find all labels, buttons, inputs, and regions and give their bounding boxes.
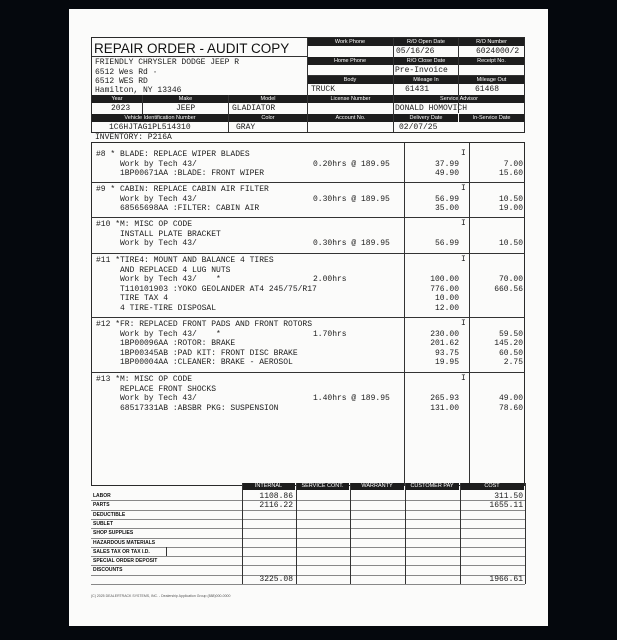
line-hours: 1.40hrs @ 189.95 — [313, 394, 390, 404]
line-detail: T110101903 :YOKO GEOLANDER AT4 245/75/R17 — [96, 284, 317, 294]
totals-row-label: SUBLET — [93, 520, 113, 527]
advisor-label: Service Advisor — [394, 95, 524, 103]
color-label: Color — [229, 114, 307, 122]
line-detail: Work by Tech 43/ * — [96, 329, 221, 339]
line-title: #13 *M: MISC OP CODE — [96, 375, 193, 384]
line-detail: Work by Tech 43/ — [96, 394, 197, 404]
line-flag: I — [461, 149, 466, 158]
line-flag: I — [461, 319, 466, 328]
totals-internal: 3225.08 — [259, 575, 293, 585]
mileage-in: 61431 — [405, 85, 430, 94]
line-detail: 68517331AB :ABSBR PKG: SUSPENSION — [96, 403, 279, 413]
line-title: #12 *FR: REPLACED FRONT PADS AND FRONT ROTORS — [96, 320, 313, 329]
line-cost: 37.99 — [434, 159, 459, 169]
line-price: 19.00 — [498, 204, 523, 214]
line-cost: 93.75 — [434, 348, 459, 358]
line-price: 2.75 — [503, 358, 523, 368]
totals-row-label: PARTS — [93, 502, 110, 509]
inventory-line: INVENTORY: P216A — [95, 133, 172, 142]
line-cost: 100.00 — [430, 275, 459, 285]
totals-header: CUSTOMER PAY — [405, 483, 459, 490]
line-detail: 1BP00345AB :PAD KIT: FRONT DISC BRAKE — [96, 348, 298, 358]
line-detail: AND REPLACED 4 LUG NUTS — [96, 265, 231, 275]
line-title: #11 *TIRE4: MOUNT AND BALANCE 4 TIRES — [96, 256, 274, 265]
document-title: REPAIR ORDER - AUDIT COPY — [94, 41, 290, 56]
line-price: 15.60 — [498, 169, 523, 179]
line-title: #8 * BLADE: REPLACE WIPER BLADES — [96, 150, 250, 159]
totals-internal: 2116.22 — [259, 500, 293, 510]
vehicle-make: JEEP — [176, 104, 196, 113]
in-service-date-label: In-Service Date — [459, 114, 524, 122]
line-flag: I — [461, 374, 466, 383]
totals-header: WARRANTY — [350, 483, 404, 490]
totals-header: SERVICE CONT. — [296, 483, 349, 490]
ro-open-date: 05/16/26 — [396, 47, 435, 56]
dealer-address-1: 6512 Wes Rd · — [95, 68, 158, 77]
account-label: Account No. — [308, 114, 393, 122]
totals-cost: 1655.11 — [489, 500, 523, 510]
line-detail: Work by Tech 43/ — [96, 194, 197, 204]
dealer-city: Hamilton, NY 13346 — [95, 86, 182, 95]
footer-text: (C) 2025 DEALERTRACK SYSTEMS, INC. - Dealership Application Group (888)000-0000 — [91, 594, 231, 598]
line-cost: 230.00 — [430, 329, 459, 339]
make-label: Make — [143, 95, 228, 103]
totals-internal: 1108.86 — [259, 491, 293, 501]
mileage-in-label: Mileage In — [394, 76, 458, 84]
ro-number: 6024000/2 — [476, 47, 520, 56]
delivery-date-label: Delivery Date — [394, 114, 458, 122]
line-price: 60.50 — [498, 348, 523, 358]
line-flag: I — [461, 219, 466, 228]
totals-cost: 311.50 — [494, 491, 523, 501]
line-title: #10 *M: MISC OP CODE — [96, 220, 193, 229]
totals-header: COST — [460, 483, 524, 490]
body-label: Body — [307, 76, 393, 84]
line-cost: 265.93 — [430, 394, 459, 404]
ro-close-date-label: R/O Close Date — [394, 57, 458, 65]
totals-row-label: LABOR — [93, 493, 111, 499]
line-hours: 1.70hrs — [313, 329, 347, 339]
vehicle-color: GRAY — [236, 123, 256, 132]
line-hours: 2.00hrs — [313, 275, 347, 285]
line-price: 78.60 — [498, 403, 523, 413]
ro-number-label: R/O Number — [459, 38, 524, 46]
dealer-name: FRIENDLY CHRYSLER DODGE JEEP R — [95, 58, 240, 67]
line-detail: 1BP00096AA :ROTOR: BRAKE — [96, 339, 236, 349]
line-cost: 19.95 — [434, 358, 459, 368]
line-price: 49.00 — [498, 394, 523, 404]
ro-close-date: Pre-Invoice — [395, 66, 448, 75]
line-price: 660.56 — [494, 284, 523, 294]
delivery-date: 02/07/25 — [399, 123, 438, 132]
line-detail: Work by Tech 43/ — [96, 239, 197, 249]
ro-open-date-label: R/O Open Date — [394, 38, 458, 46]
line-cost: 49.90 — [434, 169, 459, 179]
line-detail: 1BP00671AA :BLADE: FRONT WIPER — [96, 169, 265, 179]
line-price: 10.50 — [498, 194, 523, 204]
year-label: Year — [92, 95, 142, 103]
totals-row-label: DISCOUNTS — [93, 567, 123, 574]
line-price: 59.50 — [498, 329, 523, 339]
receipt-no-label: Receipt No. — [459, 57, 524, 65]
vin-value: 1C6HJTAG1PL514310 — [109, 123, 191, 132]
mileage-out: 61468 — [475, 85, 500, 94]
line-price: 145.20 — [494, 339, 523, 349]
line-detail: 4 TIRE-TIRE DISPOSAL — [96, 304, 217, 313]
line-detail: TIRE TAX 4 — [96, 294, 169, 304]
line-cost: 10.00 — [434, 294, 459, 304]
model-label: Model — [229, 95, 307, 103]
line-cost: 776.00 — [430, 284, 459, 294]
line-cost: 56.99 — [434, 194, 459, 204]
totals-row-label: HAZARDOUS MATERIALS — [93, 539, 156, 546]
line-hours: 0.30hrs @ 189.95 — [313, 194, 390, 204]
line-detail: 68565698AA :FILTER: CABIN AIR — [96, 204, 260, 214]
work-phone-label: Work Phone — [307, 38, 393, 46]
totals-cost: 1966.61 — [489, 575, 523, 585]
home-phone-label: Home Phone — [307, 57, 393, 65]
line-detail: 1BP00004AA :CLEANER: BRAKE - AEROSOL — [96, 358, 293, 368]
line-cost: 131.00 — [430, 403, 459, 413]
vin-label: Vehicle Identification Number — [92, 114, 228, 122]
totals-row-label: SHOP SUPPLIES — [93, 530, 134, 537]
line-cost: 56.99 — [434, 239, 459, 249]
line-hours: 0.20hrs @ 189.95 — [313, 159, 390, 169]
line-detail: INSTALL PLATE BRACKET — [96, 229, 221, 239]
vehicle-year: 2023 — [111, 104, 131, 113]
line-detail: REPLACE FRONT SHOCKS — [96, 384, 217, 394]
totals-row-label: DEDUCTIBLE — [93, 511, 126, 518]
repair-order-document — [69, 9, 548, 626]
line-title: #9 * CABIN: REPLACE CABIN AIR FILTER — [96, 185, 269, 194]
line-hours: 0.30hrs @ 189.95 — [313, 239, 390, 249]
line-detail: Work by Tech 43/ * — [96, 275, 221, 285]
line-price: 70.00 — [498, 275, 523, 285]
line-cost: 12.00 — [434, 304, 459, 313]
totals-row-label: SPECIAL ORDER DEPOSIT — [93, 558, 158, 565]
line-cost: 35.00 — [434, 204, 459, 214]
line-flag: I — [461, 255, 466, 264]
line-flag: I — [461, 184, 466, 193]
body-value: TRUCK — [311, 85, 336, 94]
totals-header: INTERNAL — [242, 483, 295, 490]
vehicle-model: GLADIATOR — [232, 104, 276, 113]
line-price: 10.50 — [498, 239, 523, 249]
totals-row-label: SALES TAX OR TAX I.D. — [93, 548, 150, 555]
line-price: 7.00 — [503, 159, 523, 169]
license-label: License Number — [308, 95, 393, 103]
mileage-out-label: Mileage Out — [459, 76, 524, 84]
service-advisor: DONALD HOMOVICH — [395, 104, 468, 113]
line-detail: Work by Tech 43/ — [96, 159, 197, 169]
dealer-address-2: 6512 WES RD — [95, 77, 148, 86]
line-cost: 201.62 — [430, 339, 459, 349]
